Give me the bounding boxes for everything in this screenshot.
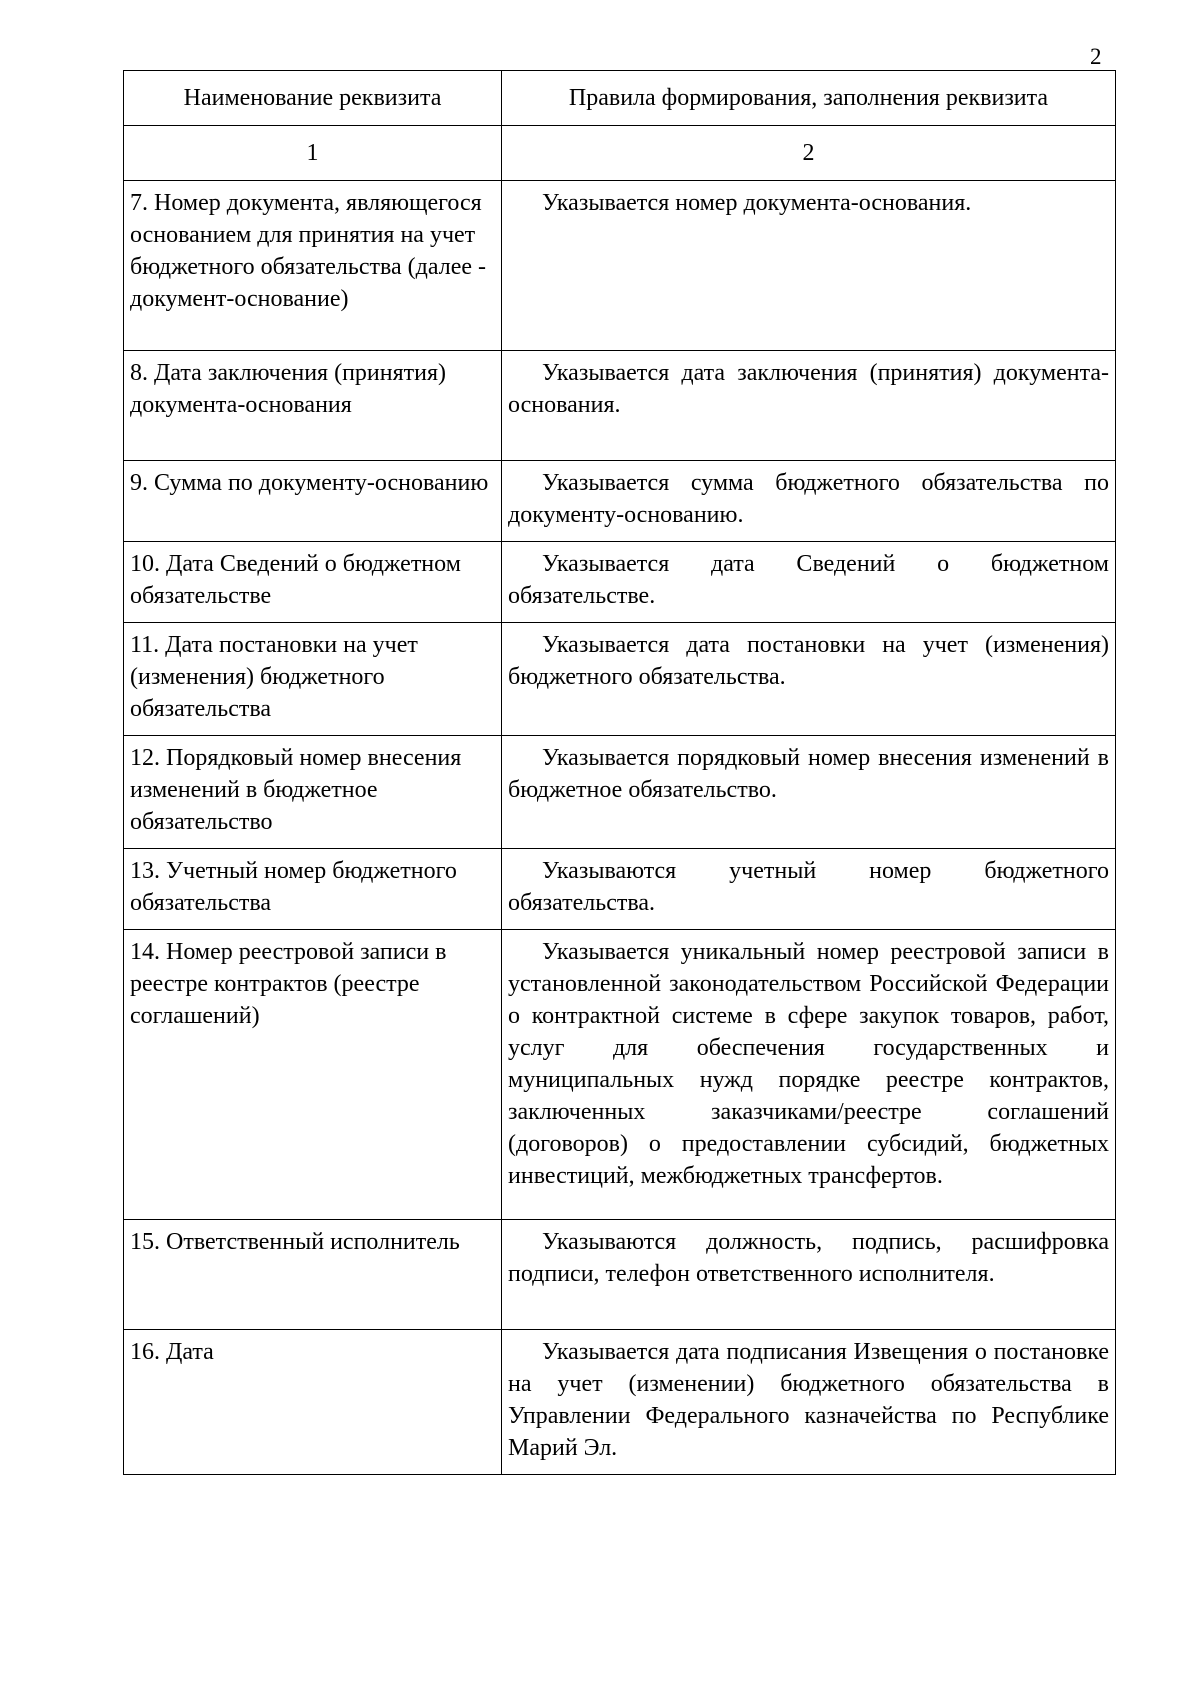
requisite-name: 15. Ответственный исполнитель (124, 1220, 502, 1330)
table-row (124, 1330, 1116, 1475)
table-row (124, 461, 1116, 542)
requisite-rule: Указывается дата заключения (принятия) документа-основания. (502, 351, 1116, 461)
table-row (124, 736, 1116, 849)
table-row (124, 181, 1116, 351)
requisite-rule: Указывается номер документа-основания. (502, 181, 1116, 351)
page-number: 2 (1090, 44, 1102, 69)
column-header-name: Наименование реквизита (124, 71, 502, 126)
requisite-rule: Указывается уникальный номер реестровой записи в установленной законодательством Российской Федерации о контрактной системе в сфере закупок товаров, работ, услуг для обеспечения государственных и муниципальных нужд порядке реестре контрактов, заключенных заказчиками/реестре соглашений (договоров) о предоставлении субсидий, бюджетных инвестиций, межбюджетных трансфертов. (502, 930, 1116, 1220)
requisite-rule: Указывается дата подписания Извещения о постановке на учет (изменении) бюджетного обязательства в Управлении Федерального казначейства по Республике Марий Эл. (502, 1330, 1116, 1475)
table-row (124, 849, 1116, 930)
requisite-rule: Указываются должность, подпись, расшифровка подписи, телефон ответственного исполнителя. (502, 1220, 1116, 1330)
requisite-name: 9. Сумма по документу-основанию (124, 461, 502, 542)
column-number: 1 (124, 126, 502, 181)
column-number-row (124, 126, 1116, 181)
table-row (124, 623, 1116, 736)
requisite-name: 10. Дата Сведений о бюджетном обязательстве (124, 542, 502, 623)
requisite-rule: Указывается сумма бюджетного обязательства по документу-основанию. (502, 461, 1116, 542)
table-row (124, 542, 1116, 623)
requisite-name: 8. Дата заключения (принятия) документа-основания (124, 351, 502, 461)
requisite-rule: Указывается порядковый номер внесения изменений в бюджетное обязательство. (502, 736, 1116, 849)
requisite-rule: Указывается дата Сведений о бюджетном обязательстве. (502, 542, 1116, 623)
requisite-name: 7. Номер документа, являющегося основанием для принятия на учет бюджетного обязательства (далее - документ-основание) (124, 181, 502, 351)
requisite-name: 16. Дата (124, 1330, 502, 1475)
table-row (124, 1220, 1116, 1330)
requisite-name: 14. Номер реестровой записи в реестре контрактов (реестре соглашений) (124, 930, 502, 1220)
table-row (124, 930, 1116, 1220)
requisite-rule: Указывается дата постановки на учет (изменения) бюджетного обязательства. (502, 623, 1116, 736)
requisite-name: 12. Порядковый номер внесения изменений в бюджетное обязательство (124, 736, 502, 849)
requisites-table (123, 70, 1116, 1475)
requisite-rule: Указываются учетный номер бюджетного обязательства. (502, 849, 1116, 930)
requisite-name: 11. Дата постановки на учет (изменения) бюджетного обязательства (124, 623, 502, 736)
column-header-rules: Правила формирования, заполнения реквизита (502, 71, 1116, 126)
requisite-name: 13. Учетный номер бюджетного обязательства (124, 849, 502, 930)
table-header-row (124, 71, 1116, 126)
table-row (124, 351, 1116, 461)
column-number: 2 (502, 126, 1116, 181)
